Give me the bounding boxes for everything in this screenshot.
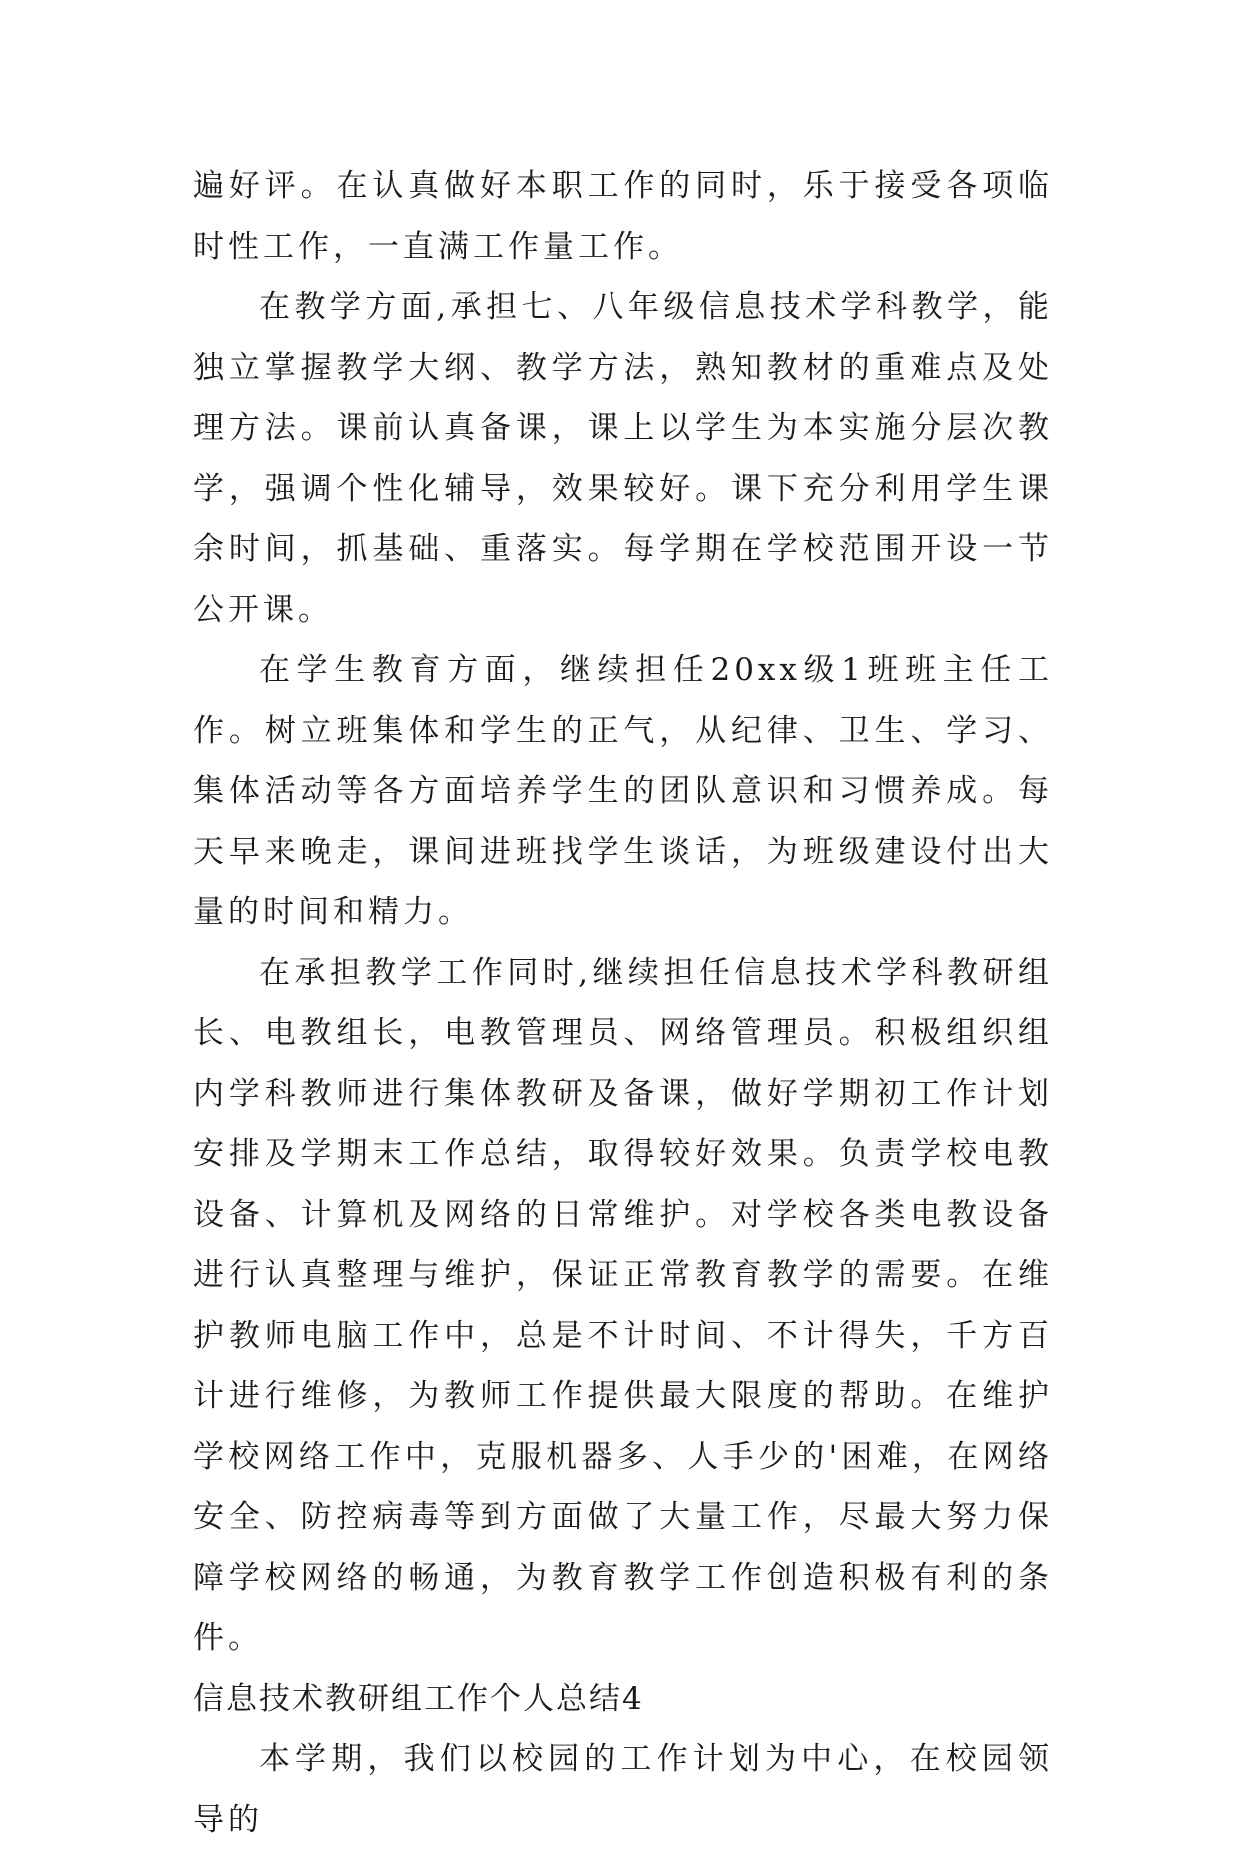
paragraph-summary-start: 本学期，我们以校园的工作计划为中心，在校园领导的: [193, 1741, 1053, 1838]
section-heading: 信息技术教研组工作个人总结4: [193, 1680, 644, 1717]
document-body: [193, 156, 1053, 1850]
paragraph-continued: 遍好评。在认真做好本职工作的同时，乐于接受各项临时性工作，一直满工作量工作。: [193, 168, 1053, 265]
paragraph-teaching: 在教学方面,承担七、八年级信息技术学科教学，能独立掌握教学大纲、教学方法，熟知教材的重难点及处理方法。课前认真备课，课上以学生为本实施分层次教学，强调个性化辅导，效果较好。课下充分利用学生课余时间，抓基础、重落实。每学期在学校范围开设一节公开课。: [193, 289, 1053, 628]
paragraph-student-education: 在学生教育方面，继续担任20xx级1班班主任工作。树立班集体和学生的正气，从纪律、卫生、学习、集体活动等各方面培养学生的团队意识和习惯养成。每天早来晚走，课间进班找学生谈话，为班级建设付出大量的时间和精力。: [193, 652, 1053, 930]
paragraph-teaching-research: 在承担教学工作同时,继续担任信息技术学科教研组长、电教组长，电教管理员、网络管理员。积极组织组内学科教师进行集体教研及备课，做好学期初工作计划安排及学期末工作总结，取得较好效果。负责学校电教设备、计算机及网络的日常维护。对学校各类电教设备进行认真整理与维护，保证正常教育教学的需要。在维护教师电脑工作中，总是不计时间、不计得失，千方百计进行维修，为教师工作提供最大限度的帮助。在维护学校网络工作中，克服机器多、人手少的'困难，在网络安全、防控病毒等到方面做了大量工作，尽最大努力保障学校网络的畅通，为教育教学工作创造积极有利的条件。: [193, 954, 1053, 1656]
